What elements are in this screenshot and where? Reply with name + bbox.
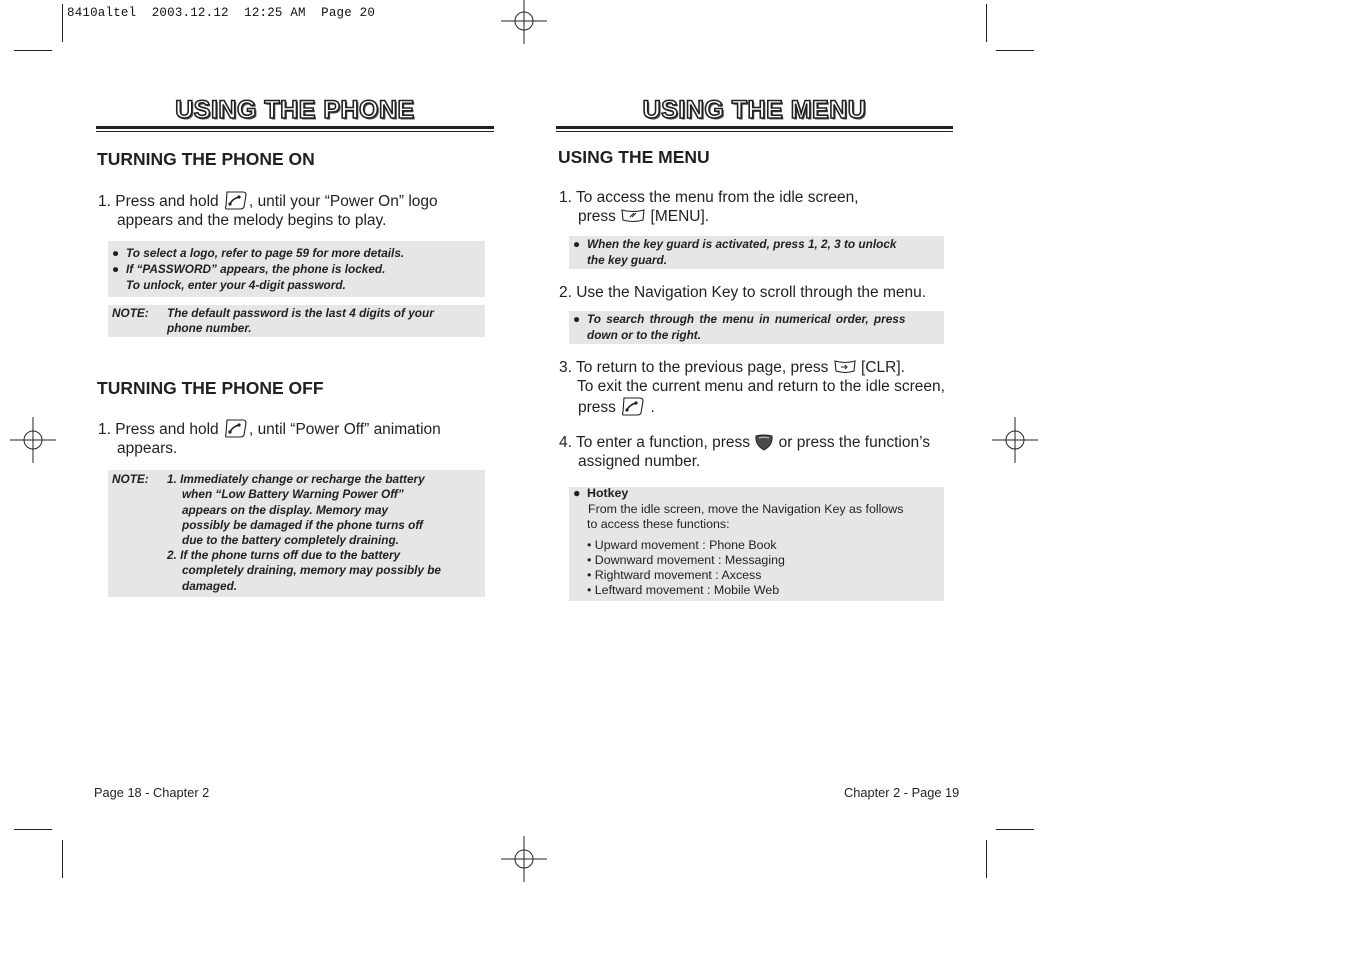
hotkey-item: • Leftward movement : Mobile Web xyxy=(587,583,780,597)
note-text: phone number. xyxy=(167,321,252,335)
step-text: 1. Press and hold xyxy=(98,193,219,210)
step-text: , until “Power Off” animation xyxy=(248,421,441,438)
ok-key-icon xyxy=(754,433,774,451)
end-power-key-icon xyxy=(223,418,249,438)
left-page-title: USING THE PHONE xyxy=(175,96,415,124)
tip-text: down or to the right. xyxy=(587,328,702,342)
step-access-menu xyxy=(559,188,959,226)
tip-box xyxy=(569,311,944,344)
step-text: appears and the melody begins to play. xyxy=(117,212,387,229)
step-text: , until your “Power On” logo xyxy=(248,193,438,210)
step-navigate: 2. Use the Navigation Key to scroll through the menu. xyxy=(559,284,927,301)
bullet-icon: ● xyxy=(112,262,120,276)
note-label: NOTE: xyxy=(112,472,149,486)
note-text: due to the battery completely draining. xyxy=(182,533,399,547)
title-rule xyxy=(96,126,494,129)
step-enter-function xyxy=(559,433,959,471)
step-text: appears. xyxy=(117,440,178,457)
step-power-off xyxy=(98,418,498,458)
step-text: . xyxy=(650,399,655,416)
step-text: 3. To return to the previous page, press xyxy=(559,359,829,376)
section-heading-using-menu: USING THE MENU xyxy=(558,147,710,167)
left-page-footer: Page 18 - Chapter 2 xyxy=(94,785,210,800)
tip-text: the key guard. xyxy=(587,253,667,267)
crop-mark xyxy=(14,50,52,51)
note-box xyxy=(108,305,485,337)
tip-item xyxy=(112,261,485,277)
note-text: 1. Immediately change or recharge the battery xyxy=(167,472,425,486)
tip-text: If “PASSWORD” appears, the phone is locked. xyxy=(126,262,386,276)
right-page-title: USING THE MENU xyxy=(642,96,867,124)
registration-mark-icon xyxy=(501,0,547,44)
title-rule xyxy=(556,131,953,132)
registration-mark-icon xyxy=(10,417,56,463)
registration-mark-icon xyxy=(501,836,547,882)
step-text: assigned number. xyxy=(578,453,701,470)
bullet-icon: ● xyxy=(573,237,581,251)
step-text: 4. To enter a function, press xyxy=(559,434,750,451)
tip-box xyxy=(569,236,944,269)
note-text: 2. If the phone turns off due to the battery xyxy=(167,548,401,562)
note-text: possibly be damaged if the phone turns off xyxy=(182,518,423,532)
print-slug: 8410altel 2003.12.12 12:25 AM Page 20 xyxy=(67,6,376,20)
note-text: damaged. xyxy=(182,579,238,593)
tip-item xyxy=(112,245,485,261)
step-power-on xyxy=(98,190,498,230)
note-text: when “Low Battery Warning Power Off” xyxy=(182,487,404,501)
hotkey-text: From the idle screen, move the Navigation Key as follows xyxy=(588,502,904,516)
hotkey-item: • Rightward movement : Axcess xyxy=(587,568,762,582)
step-text: 1. To access the menu from the idle screen, xyxy=(559,189,859,206)
end-power-key-icon xyxy=(223,190,249,210)
hotkey-box xyxy=(569,487,944,601)
hotkey-item: • Downward movement : Messaging xyxy=(587,553,785,567)
tip-text: To select a logo, refer to page 59 for more details. xyxy=(126,246,405,260)
section-heading-power-off: TURNING THE PHONE OFF xyxy=(97,378,324,398)
step-text: press xyxy=(578,399,616,416)
title-rule xyxy=(556,126,953,129)
bullet-icon: ● xyxy=(573,486,581,500)
note-text: appears on the display. Memory may xyxy=(182,503,389,517)
step-text: To exit the current menu and return to the idle screen, xyxy=(577,378,945,395)
crop-mark xyxy=(62,4,63,42)
tip-text: To unlock, enter your 4-digit password. xyxy=(126,278,346,292)
hotkey-text: to access these functions: xyxy=(587,517,730,531)
hotkey-item: • Upward movement : Phone Book xyxy=(587,538,777,552)
step-text: [MENU]. xyxy=(650,208,710,225)
hotkey-label: Hotkey xyxy=(587,486,629,500)
note-text: completely draining, memory may possibly be xyxy=(182,563,441,577)
bullet-icon: ● xyxy=(112,246,120,260)
crop-mark xyxy=(986,4,987,42)
bullet-icon: ● xyxy=(573,312,581,326)
note-box xyxy=(108,470,485,597)
section-heading-power-on: TURNING THE PHONE ON xyxy=(97,149,315,169)
crop-mark xyxy=(996,50,1034,51)
menu-soft-key-icon xyxy=(620,207,646,225)
tip-text: To search through the menu in numerical order, press xyxy=(587,312,906,326)
step-return xyxy=(559,358,959,417)
step-text: or press the function’s xyxy=(778,434,930,451)
tip-box xyxy=(108,241,485,297)
crop-mark xyxy=(62,840,63,878)
note-label: NOTE: xyxy=(112,306,149,320)
tip-text: When the key guard is activated, press 1, 2, 3 to unlock xyxy=(587,237,897,251)
step-text: press xyxy=(578,208,616,225)
crop-mark xyxy=(986,840,987,878)
registration-mark-icon xyxy=(992,417,1038,463)
clear-key-icon xyxy=(833,358,857,376)
step-text: [CLR]. xyxy=(861,359,905,376)
title-rule xyxy=(96,131,494,132)
step-text: 1. Press and hold xyxy=(98,421,219,438)
right-page-footer: Chapter 2 - Page 19 xyxy=(844,785,960,800)
note-text: The default password is the last 4 digits of your xyxy=(167,306,434,320)
end-power-key-icon xyxy=(620,396,646,416)
crop-mark xyxy=(14,829,52,830)
crop-mark xyxy=(996,829,1034,830)
